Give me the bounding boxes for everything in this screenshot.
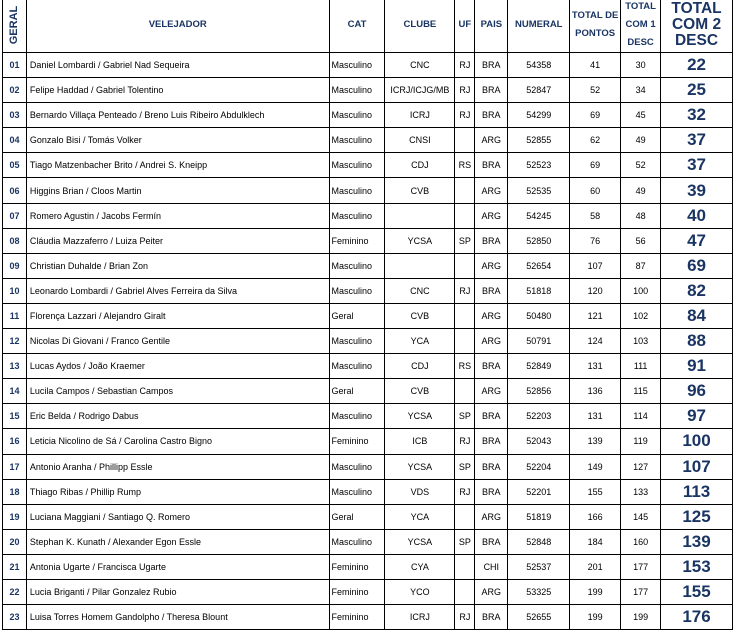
total-2-discard-cell: 84 <box>661 303 733 328</box>
country-cell: ARG <box>475 203 508 228</box>
table-row <box>3 454 733 479</box>
state-cell <box>455 379 475 404</box>
total-points-cell: 76 <box>570 228 621 253</box>
total-2-discard-cell: 37 <box>661 128 733 153</box>
sail-number-cell: 52203 <box>508 404 570 429</box>
country-cell: BRA <box>475 454 508 479</box>
total-2-discard-cell: 37 <box>661 153 733 178</box>
country-cell: ARG <box>475 178 508 203</box>
position-cell: 23 <box>3 605 27 630</box>
sail-number-cell: 52849 <box>508 354 570 379</box>
category-cell: Masculino <box>329 253 385 278</box>
total-1-discard-cell: 114 <box>621 404 661 429</box>
table-row <box>3 228 733 253</box>
position-cell: 08 <box>3 228 27 253</box>
club-cell: VDS <box>385 479 455 504</box>
position-cell: 04 <box>3 128 27 153</box>
total-1-discard-cell: 52 <box>621 153 661 178</box>
total-points-cell: 149 <box>570 454 621 479</box>
sailor-names-cell: Romero Agustin / Jacobs Fermín <box>26 203 329 228</box>
state-cell <box>455 203 475 228</box>
sailor-names-cell: Antonio Aranha / Phillipp Essle <box>26 454 329 479</box>
category-cell: Masculino <box>329 78 385 103</box>
table-row <box>3 178 733 203</box>
results-body <box>3 53 733 630</box>
country-cell: ARG <box>475 579 508 604</box>
category-cell: Masculino <box>329 454 385 479</box>
table-row <box>3 203 733 228</box>
table-row <box>3 278 733 303</box>
club-cell: YCSA <box>385 404 455 429</box>
total-points-cell: 166 <box>570 504 621 529</box>
country-cell: BRA <box>475 429 508 454</box>
club-cell: CVB <box>385 379 455 404</box>
header-total-1-desc: TOTAL COM 1 DESC <box>621 0 661 53</box>
club-cell: CNSI <box>385 128 455 153</box>
category-cell: Masculino <box>329 278 385 303</box>
sailor-names-cell: Leonardo Lombardi / Gabriel Alves Ferreira da Silva <box>26 278 329 303</box>
state-cell: RJ <box>455 278 475 303</box>
category-cell: Geral <box>329 379 385 404</box>
position-cell: 16 <box>3 429 27 454</box>
sail-number-cell: 54245 <box>508 203 570 228</box>
table-row <box>3 153 733 178</box>
category-cell: Feminino <box>329 228 385 253</box>
total-1-discard-cell: 160 <box>621 529 661 554</box>
position-cell: 12 <box>3 329 27 354</box>
sail-number-cell: 52848 <box>508 529 570 554</box>
total-2-discard-cell: 96 <box>661 379 733 404</box>
total-1-discard-cell: 30 <box>621 53 661 78</box>
category-cell: Masculino <box>329 103 385 128</box>
total-1-discard-cell: 133 <box>621 479 661 504</box>
country-cell: ARG <box>475 303 508 328</box>
state-cell: RJ <box>455 605 475 630</box>
position-cell: 07 <box>3 203 27 228</box>
sailor-names-cell: Florença Lazzari / Alejandro Giralt <box>26 303 329 328</box>
club-cell: YCSA <box>385 454 455 479</box>
header-geral: GERAL <box>3 0 27 53</box>
total-2-discard-cell: 69 <box>661 253 733 278</box>
state-cell <box>455 303 475 328</box>
header-total-pontos: TOTAL DE PONTOS <box>570 0 621 53</box>
table-row <box>3 354 733 379</box>
table-row <box>3 53 733 78</box>
total-points-cell: 62 <box>570 128 621 153</box>
table-row <box>3 554 733 579</box>
country-cell: ARG <box>475 329 508 354</box>
sail-number-cell: 52850 <box>508 228 570 253</box>
total-1-discard-cell: 103 <box>621 329 661 354</box>
club-cell: ICRJ <box>385 605 455 630</box>
total-1-discard-cell: 49 <box>621 178 661 203</box>
sail-number-cell: 52201 <box>508 479 570 504</box>
total-1-discard-cell: 45 <box>621 103 661 128</box>
sailor-names-cell: Eric Belda / Rodrigo Dabus <box>26 404 329 429</box>
table-row <box>3 429 733 454</box>
country-cell: BRA <box>475 529 508 554</box>
sailor-names-cell: Lucila Campos / Sebastian Campos <box>26 379 329 404</box>
sail-number-cell: 51819 <box>508 504 570 529</box>
total-points-cell: 58 <box>570 203 621 228</box>
category-cell: Masculino <box>329 354 385 379</box>
sailor-names-cell: Daniel Lombardi / Gabriel Nad Sequeira <box>26 53 329 78</box>
category-cell: Masculino <box>329 153 385 178</box>
header-velejador: VELEJADOR <box>26 0 329 53</box>
category-cell: Masculino <box>329 529 385 554</box>
state-cell <box>455 178 475 203</box>
total-1-discard-cell: 119 <box>621 429 661 454</box>
position-cell: 14 <box>3 379 27 404</box>
sailor-names-cell: Cláudia Mazzaferro / Luiza Peiter <box>26 228 329 253</box>
total-2-discard-cell: 97 <box>661 404 733 429</box>
total-points-cell: 124 <box>570 329 621 354</box>
country-cell: BRA <box>475 404 508 429</box>
total-2-discard-cell: 139 <box>661 529 733 554</box>
header-cat: CAT <box>329 0 385 53</box>
sailor-names-cell: Felipe Haddad / Gabriel Tolentino <box>26 78 329 103</box>
state-cell: RJ <box>455 479 475 504</box>
club-cell <box>385 253 455 278</box>
total-points-cell: 136 <box>570 379 621 404</box>
table-row <box>3 479 733 504</box>
sailor-names-cell: Bernardo Villaça Penteado / Breno Luis Ribeiro Abdulklech <box>26 103 329 128</box>
category-cell: Masculino <box>329 128 385 153</box>
sail-number-cell: 54299 <box>508 103 570 128</box>
total-2-discard-cell: 125 <box>661 504 733 529</box>
table-row <box>3 103 733 128</box>
country-cell: ARG <box>475 253 508 278</box>
total-1-discard-cell: 49 <box>621 128 661 153</box>
total-points-cell: 199 <box>570 579 621 604</box>
total-2-discard-cell: 47 <box>661 228 733 253</box>
total-points-cell: 52 <box>570 78 621 103</box>
total-2-discard-cell: 153 <box>661 554 733 579</box>
state-cell: RS <box>455 153 475 178</box>
sail-number-cell: 52537 <box>508 554 570 579</box>
total-points-cell: 201 <box>570 554 621 579</box>
category-cell: Feminino <box>329 429 385 454</box>
total-2-discard-cell: 22 <box>661 53 733 78</box>
state-cell <box>455 329 475 354</box>
sail-number-cell: 52535 <box>508 178 570 203</box>
sailor-names-cell: Luisa Torres Homem Gandolpho / Theresa Blount <box>26 605 329 630</box>
total-2-discard-cell: 176 <box>661 605 733 630</box>
category-cell: Masculino <box>329 329 385 354</box>
country-cell: CHI <box>475 554 508 579</box>
category-cell: Masculino <box>329 479 385 504</box>
position-cell: 13 <box>3 354 27 379</box>
position-cell: 03 <box>3 103 27 128</box>
total-2-discard-cell: 40 <box>661 203 733 228</box>
state-cell: RS <box>455 354 475 379</box>
state-cell <box>455 504 475 529</box>
total-1-discard-cell: 87 <box>621 253 661 278</box>
state-cell <box>455 554 475 579</box>
total-1-discard-cell: 111 <box>621 354 661 379</box>
table-row <box>3 579 733 604</box>
club-cell: CVB <box>385 178 455 203</box>
sailor-names-cell: Christian Duhalde / Brian Zon <box>26 253 329 278</box>
club-cell: CYA <box>385 554 455 579</box>
sail-number-cell: 53325 <box>508 579 570 604</box>
category-cell: Geral <box>329 303 385 328</box>
total-2-discard-cell: 100 <box>661 429 733 454</box>
category-cell: Feminino <box>329 605 385 630</box>
table-row <box>3 504 733 529</box>
sail-number-cell: 51818 <box>508 278 570 303</box>
sail-number-cell: 52855 <box>508 128 570 153</box>
sailor-names-cell: Luciana Maggiani / Santiago Q. Romero <box>26 504 329 529</box>
position-cell: 09 <box>3 253 27 278</box>
club-cell <box>385 203 455 228</box>
category-cell: Masculino <box>329 53 385 78</box>
total-2-discard-cell: 91 <box>661 354 733 379</box>
club-cell: CNC <box>385 278 455 303</box>
category-cell: Masculino <box>329 404 385 429</box>
header-clube: CLUBE <box>385 0 455 53</box>
country-cell: ARG <box>475 128 508 153</box>
club-cell: CDJ <box>385 354 455 379</box>
sailor-names-cell: Thiago Ribas / Phillip Rump <box>26 479 329 504</box>
sailor-names-cell: Gonzalo Bisi / Tomás Volker <box>26 128 329 153</box>
total-1-discard-cell: 115 <box>621 379 661 404</box>
total-points-cell: 199 <box>570 605 621 630</box>
position-cell: 01 <box>3 53 27 78</box>
country-cell: ARG <box>475 504 508 529</box>
header-uf: UF <box>455 0 475 53</box>
total-1-discard-cell: 48 <box>621 203 661 228</box>
sail-number-cell: 50791 <box>508 329 570 354</box>
total-points-cell: 69 <box>570 153 621 178</box>
total-1-discard-cell: 145 <box>621 504 661 529</box>
sailor-names-cell: Lucas Aydos / João Kraemer <box>26 354 329 379</box>
category-cell: Feminino <box>329 579 385 604</box>
sailor-names-cell: Higgins Brian / Cloos Martin <box>26 178 329 203</box>
category-cell: Masculino <box>329 203 385 228</box>
total-points-cell: 60 <box>570 178 621 203</box>
sailor-names-cell: Lucia Briganti / Pilar Gonzalez Rubio <box>26 579 329 604</box>
total-2-discard-cell: 82 <box>661 278 733 303</box>
table-row <box>3 404 733 429</box>
table-row <box>3 329 733 354</box>
sailor-names-cell: Tiago Matzenbacher Brito / Andrei S. Kneipp <box>26 153 329 178</box>
category-cell: Geral <box>329 504 385 529</box>
sailor-names-cell: Antonia Ugarte / Francisca Ugarte <box>26 554 329 579</box>
table-row <box>3 379 733 404</box>
country-cell: BRA <box>475 103 508 128</box>
country-cell: BRA <box>475 278 508 303</box>
country-cell: BRA <box>475 479 508 504</box>
country-cell: BRA <box>475 53 508 78</box>
state-cell <box>455 253 475 278</box>
country-cell: BRA <box>475 605 508 630</box>
club-cell: YCA <box>385 329 455 354</box>
position-cell: 06 <box>3 178 27 203</box>
total-1-discard-cell: 177 <box>621 579 661 604</box>
position-cell: 19 <box>3 504 27 529</box>
total-1-discard-cell: 56 <box>621 228 661 253</box>
position-cell: 22 <box>3 579 27 604</box>
club-cell: CNC <box>385 53 455 78</box>
total-points-cell: 155 <box>570 479 621 504</box>
total-points-cell: 131 <box>570 354 621 379</box>
state-cell <box>455 579 475 604</box>
club-cell: ICB <box>385 429 455 454</box>
total-points-cell: 120 <box>570 278 621 303</box>
position-cell: 21 <box>3 554 27 579</box>
position-cell: 20 <box>3 529 27 554</box>
header-numeral: NUMERAL <box>508 0 570 53</box>
country-cell: BRA <box>475 153 508 178</box>
total-1-discard-cell: 177 <box>621 554 661 579</box>
state-cell: RJ <box>455 429 475 454</box>
total-2-discard-cell: 155 <box>661 579 733 604</box>
position-cell: 17 <box>3 454 27 479</box>
total-points-cell: 121 <box>570 303 621 328</box>
total-2-discard-cell: 113 <box>661 479 733 504</box>
state-cell: RJ <box>455 78 475 103</box>
total-points-cell: 69 <box>570 103 621 128</box>
table-row <box>3 253 733 278</box>
sailor-names-cell: Leticia Nicolino de Sá / Carolina Castro Bigno <box>26 429 329 454</box>
country-cell: BRA <box>475 228 508 253</box>
total-2-discard-cell: 32 <box>661 103 733 128</box>
position-cell: 02 <box>3 78 27 103</box>
header-total-2-desc: TOTAL COM 2 DESC <box>661 0 733 53</box>
state-cell <box>455 128 475 153</box>
sail-number-cell: 52856 <box>508 379 570 404</box>
state-cell: SP <box>455 529 475 554</box>
position-cell: 10 <box>3 278 27 303</box>
total-points-cell: 107 <box>570 253 621 278</box>
sail-number-cell: 52043 <box>508 429 570 454</box>
table-row <box>3 303 733 328</box>
total-points-cell: 139 <box>570 429 621 454</box>
sail-number-cell: 54358 <box>508 53 570 78</box>
country-cell: BRA <box>475 354 508 379</box>
state-cell: RJ <box>455 103 475 128</box>
sail-number-cell: 52523 <box>508 153 570 178</box>
country-cell: ARG <box>475 379 508 404</box>
total-points-cell: 41 <box>570 53 621 78</box>
category-cell: Feminino <box>329 554 385 579</box>
total-2-discard-cell: 107 <box>661 454 733 479</box>
header-row <box>3 0 733 53</box>
total-2-discard-cell: 25 <box>661 78 733 103</box>
position-cell: 15 <box>3 404 27 429</box>
sail-number-cell: 52204 <box>508 454 570 479</box>
total-2-discard-cell: 88 <box>661 329 733 354</box>
position-cell: 18 <box>3 479 27 504</box>
table-row <box>3 128 733 153</box>
club-cell: YCSA <box>385 228 455 253</box>
position-cell: 11 <box>3 303 27 328</box>
club-cell: CDJ <box>385 153 455 178</box>
results-table <box>2 0 733 630</box>
sail-number-cell: 52847 <box>508 78 570 103</box>
total-1-discard-cell: 199 <box>621 605 661 630</box>
club-cell: YCSA <box>385 529 455 554</box>
total-1-discard-cell: 127 <box>621 454 661 479</box>
club-cell: ICRJ <box>385 103 455 128</box>
state-cell: SP <box>455 454 475 479</box>
total-points-cell: 184 <box>570 529 621 554</box>
table-row <box>3 78 733 103</box>
table-row <box>3 529 733 554</box>
state-cell: SP <box>455 404 475 429</box>
sail-number-cell: 50480 <box>508 303 570 328</box>
total-1-discard-cell: 102 <box>621 303 661 328</box>
sailor-names-cell: Nicolas Di Giovani / Franco Gentile <box>26 329 329 354</box>
club-cell: ICRJ/ICJG/MB <box>385 78 455 103</box>
sail-number-cell: 52655 <box>508 605 570 630</box>
state-cell: SP <box>455 228 475 253</box>
total-1-discard-cell: 34 <box>621 78 661 103</box>
sailor-names-cell: Stephan K. Kunath / Alexander Egon Essle <box>26 529 329 554</box>
header-pais: PAIS <box>475 0 508 53</box>
total-1-discard-cell: 100 <box>621 278 661 303</box>
country-cell: BRA <box>475 78 508 103</box>
club-cell: CVB <box>385 303 455 328</box>
state-cell: RJ <box>455 53 475 78</box>
club-cell: YCO <box>385 579 455 604</box>
position-cell: 05 <box>3 153 27 178</box>
table-row <box>3 605 733 630</box>
total-points-cell: 131 <box>570 404 621 429</box>
club-cell: YCA <box>385 504 455 529</box>
category-cell: Masculino <box>329 178 385 203</box>
total-2-discard-cell: 39 <box>661 178 733 203</box>
sail-number-cell: 52654 <box>508 253 570 278</box>
